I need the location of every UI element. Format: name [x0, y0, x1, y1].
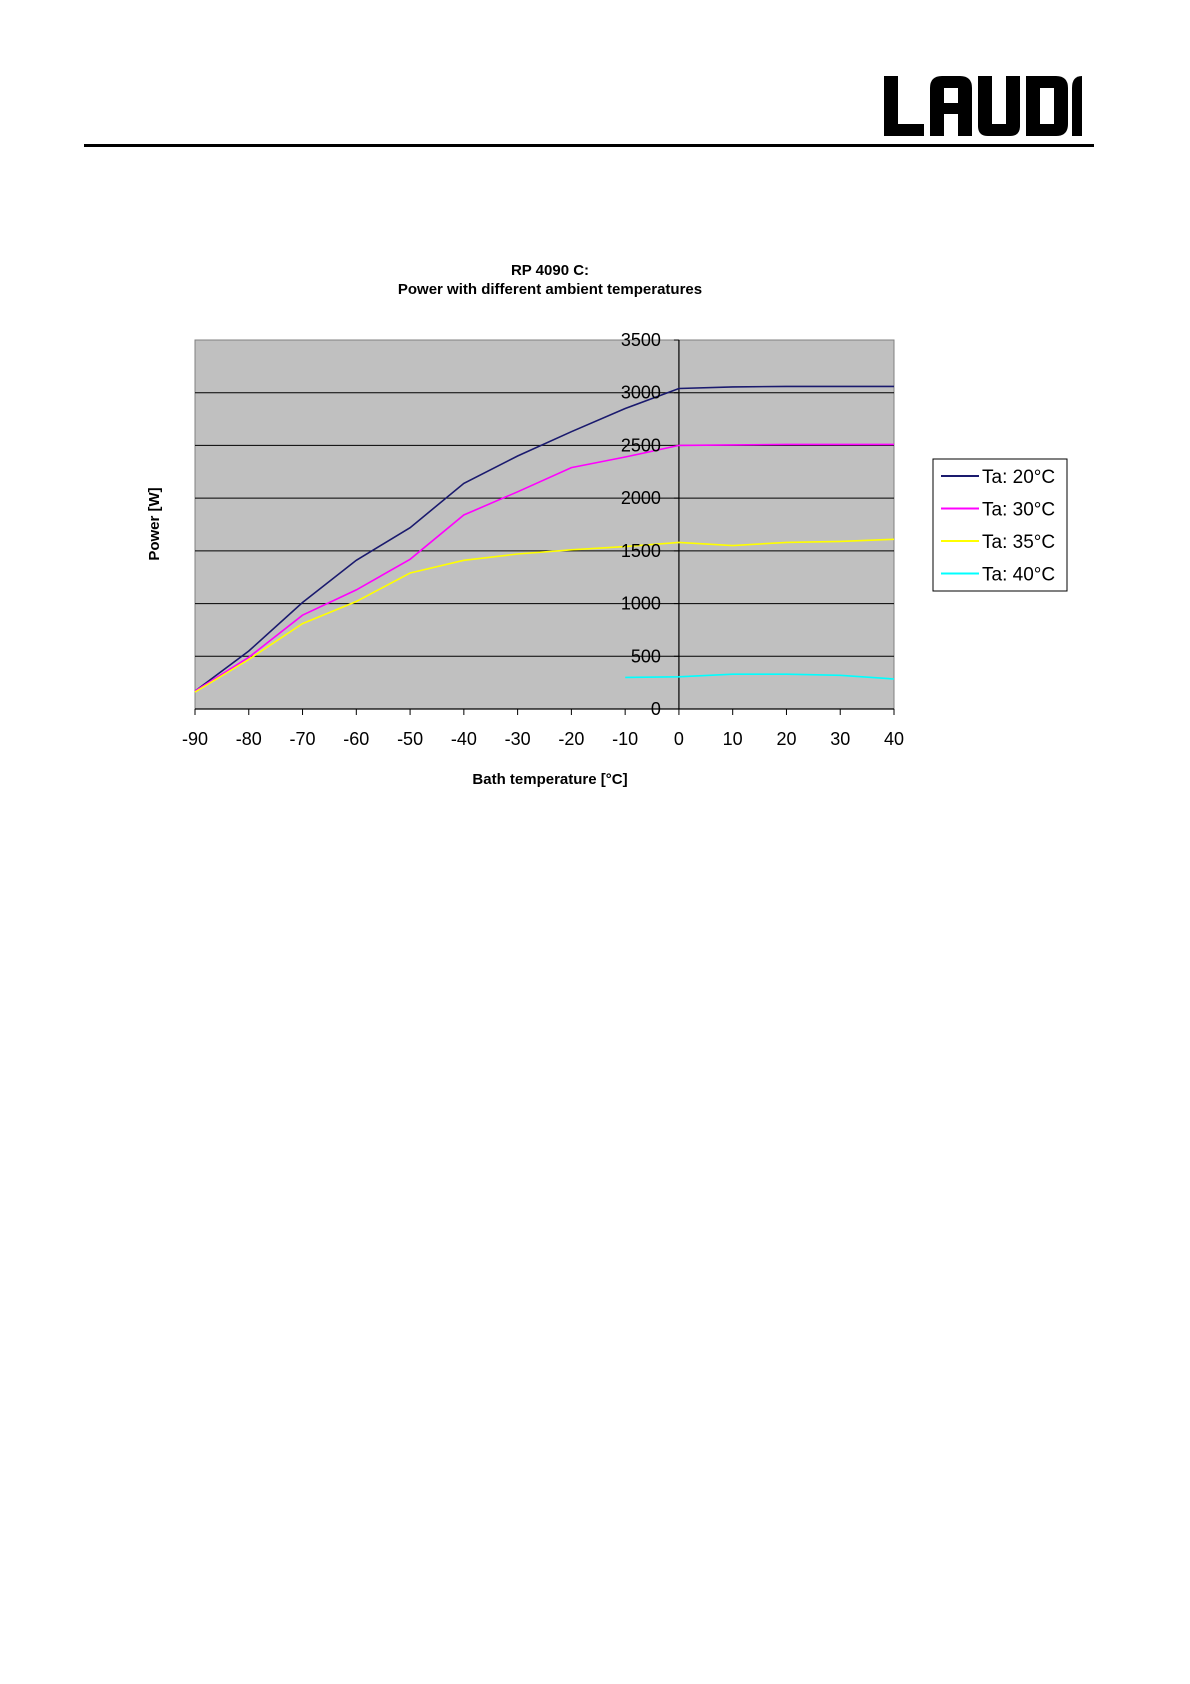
chart-subtitle: Power with different ambient temperatures: [397, 281, 703, 298]
x-tick-label: -50: [397, 729, 424, 749]
legend-label: Ta: 35°C: [982, 532, 1056, 553]
x-tick-label: -30: [504, 729, 531, 749]
x-tick-label: 40: [883, 729, 905, 749]
x-tick-label: -40: [450, 729, 477, 749]
x-tick-labels: [182, 729, 904, 749]
y-tick-label: 3000: [620, 382, 661, 403]
x-tick-label: -10: [612, 729, 639, 749]
x-tick-label: -60: [343, 729, 370, 749]
x-tick-label: -20: [558, 729, 585, 749]
legend: [933, 459, 1067, 591]
plot-area: [195, 340, 894, 709]
x-axis-label: Bath temperature [°C]: [472, 771, 628, 788]
x-tick-label: 0: [673, 729, 684, 749]
y-axis-label: Power [W]: [146, 487, 163, 561]
chart-title: RP 4090 C:: [510, 262, 590, 279]
y-tick-label: 1500: [620, 540, 661, 561]
y-tick-label: 2500: [620, 435, 661, 456]
legend-label: Ta: 40°C: [982, 564, 1056, 586]
x-tick-label: 30: [830, 729, 851, 749]
x-tick-label: -90: [181, 729, 209, 749]
y-tick-label: 500: [630, 646, 661, 667]
y-tick-label: 0: [650, 699, 661, 719]
y-tick-label: 1000: [620, 593, 661, 614]
x-tick-label: 20: [776, 729, 797, 749]
x-tick-label: -70: [289, 729, 316, 749]
legend-label: Ta: 20°C: [982, 467, 1056, 488]
legend-label: Ta: 30°C: [982, 499, 1056, 521]
y-tick-label: 3500: [620, 330, 661, 350]
y-tick-label: 2000: [620, 488, 661, 509]
x-tick-label: -80: [235, 729, 262, 749]
x-tick-label: 10: [722, 729, 743, 749]
